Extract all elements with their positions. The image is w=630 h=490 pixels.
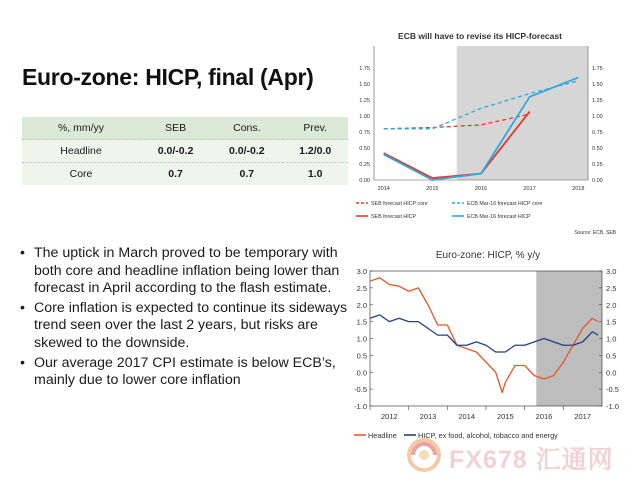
shaded-region — [457, 46, 588, 180]
legend-label: ECB Mar-16 forecast HICP core — [467, 201, 543, 207]
y-tick-label-right: -0.5 — [606, 385, 619, 395]
x-tick-label: 2014 — [458, 412, 476, 421]
y-tick-label-right: 1.25 — [592, 98, 603, 104]
y-tick-label: 1.50 — [359, 82, 370, 88]
y-tick-label: 0.0 — [356, 368, 367, 378]
y-tick-label-right: 0.75 — [592, 130, 603, 136]
y-tick-label: 2.5 — [356, 283, 367, 293]
table-row — [22, 140, 348, 163]
shaded-region — [536, 271, 602, 406]
swirl-logo-icon — [405, 436, 443, 474]
x-tick-label: 2015 — [496, 412, 514, 421]
y-tick-label: 0.75 — [359, 130, 370, 136]
slide-title: Euro-zone: HICP, final (Apr) — [22, 64, 314, 90]
chart-source: Source: ECB, SEB — [574, 230, 616, 236]
bullet-glyph: • — [20, 245, 25, 261]
legend-label: SEB forecast HICP core — [371, 201, 428, 207]
table-row — [22, 163, 348, 186]
y-tick-label-right: 0.50 — [592, 146, 603, 152]
y-tick-label-right: 0.00 — [592, 178, 603, 184]
y-tick-label-right: 1.00 — [592, 114, 603, 120]
y-tick-label: 0.5 — [356, 351, 367, 361]
y-tick-label: 3.0 — [356, 267, 367, 276]
forecast-chart — [340, 22, 620, 240]
y-tick-label-right: 3.0 — [606, 267, 617, 276]
table-cell: 0.0/-0.2 — [211, 140, 282, 163]
bullet-glyph: • — [20, 354, 25, 371]
bullet-text: Core inflation is expected to continue its sideways trend seen over the last 2 years, but risks are skewed to the downside. — [34, 299, 348, 351]
y-tick-label: 2.0 — [356, 300, 367, 310]
x-tick-label: 2015 — [426, 186, 439, 192]
bullet-item — [20, 355, 350, 390]
x-tick-label: 2018 — [572, 186, 585, 192]
watermark-text: FX678 汇通网 — [449, 446, 614, 474]
y-tick-label-right: 1.75 — [592, 66, 603, 72]
y-tick-label: 0.00 — [359, 178, 370, 184]
y-tick-label-right: 0.0 — [606, 368, 617, 378]
x-tick-label: 2012 — [380, 412, 398, 421]
x-tick-label: 2014 — [377, 186, 390, 192]
legend-label: HICP, ex food, alcohol, tobacco and energy — [418, 431, 558, 440]
x-tick-label: 2013 — [419, 412, 437, 421]
table-header-cell: Prev. — [282, 117, 348, 140]
bullet-item — [20, 245, 350, 298]
bullet-list — [20, 245, 350, 392]
bullet-item — [20, 300, 350, 353]
x-tick-label: 2017 — [523, 186, 536, 192]
y-tick-label: 1.5 — [356, 317, 367, 327]
table-cell: 0.0/-0.2 — [140, 140, 211, 163]
legend-label: ECB Mar-16 forecast HICP — [467, 214, 531, 220]
y-tick-label-right: 1.0 — [606, 334, 617, 344]
legend-label: SEB forecast HICP — [371, 214, 417, 220]
table-cell: 1.2/0.0 — [282, 140, 348, 163]
y-tick-label-right: 1.5 — [606, 317, 617, 327]
y-tick-label-right: 1.50 — [592, 82, 603, 88]
table-header-cell: %, mm/yy — [22, 117, 140, 140]
table-row-label: Headline — [22, 140, 140, 163]
table-header-cell: Cons. — [211, 117, 282, 140]
y-tick-label: 1.25 — [359, 98, 370, 104]
forecast-table — [22, 117, 348, 185]
y-tick-label: 0.50 — [359, 146, 370, 152]
table-header-row — [22, 117, 348, 140]
table-cell: 0.7 — [211, 163, 282, 186]
watermark — [405, 436, 625, 476]
table-row-label: Core — [22, 163, 140, 186]
y-tick-label-right: -1.0 — [606, 402, 619, 411]
table-cell: 0.7 — [140, 163, 211, 186]
chart-title: ECB will have to revise its HICP-forecast — [398, 31, 562, 41]
bullet-text: The uptick in March proved to be temporary with both core and headline inflation being lower than forecast in April according to the flash estimate. — [34, 245, 340, 297]
hicp-chart — [340, 246, 622, 442]
y-tick-label: 1.75 — [359, 66, 370, 72]
y-tick-label: 1.00 — [359, 114, 370, 120]
chart-title: Euro-zone: HICP, % y/y — [435, 250, 541, 261]
bullet-glyph: • — [20, 299, 25, 316]
y-tick-label-right: 2.0 — [606, 300, 617, 310]
legend-label: Headline — [368, 431, 397, 440]
y-tick-label-right: 0.25 — [592, 162, 603, 168]
x-tick-label: 2016 — [474, 186, 488, 192]
bullet-text: Our average 2017 CPI estimate is below ECB’s, mainly due to lower core inflation — [34, 354, 336, 389]
x-tick-label: 2016 — [535, 412, 553, 421]
table-cell: 1.0 — [282, 163, 348, 186]
y-tick-label: -0.5 — [354, 385, 367, 395]
y-tick-label: 1.0 — [356, 334, 367, 344]
x-tick-label: 2017 — [574, 412, 592, 421]
table-header-cell: SEB — [140, 117, 211, 140]
y-tick-label: -1.0 — [354, 402, 367, 411]
y-tick-label-right: 2.5 — [606, 283, 617, 293]
y-tick-label-right: 0.5 — [606, 351, 617, 361]
y-tick-label: 0.25 — [359, 162, 370, 168]
